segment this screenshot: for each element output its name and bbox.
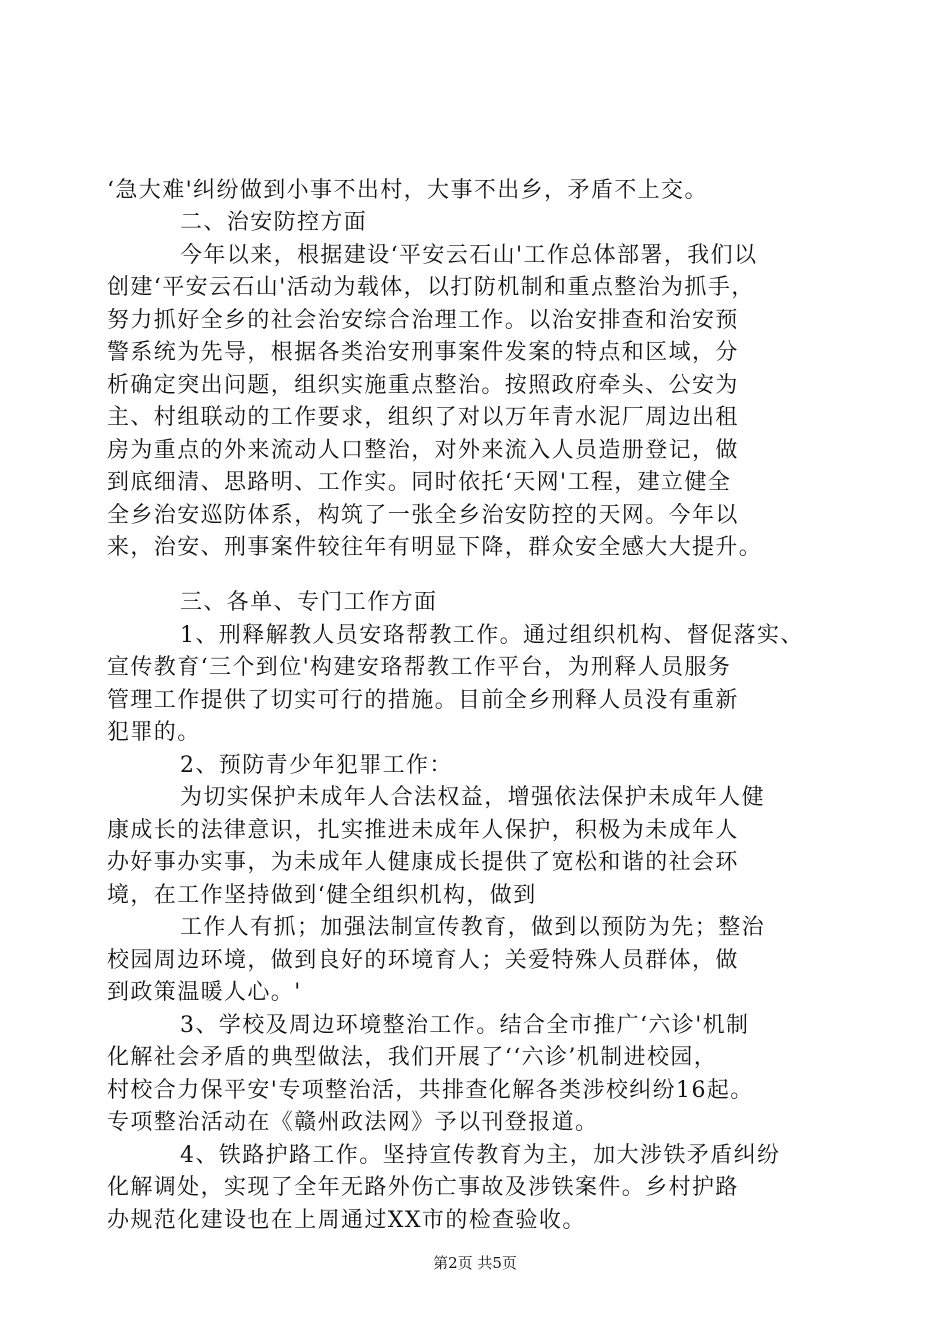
- paragraph-line-1: ‘急大难'纠纷做到小事不出村，大事不出乡，矛盾不上交。: [107, 178, 708, 203]
- paragraph-line-22: 境，在工作坚持做到‘健全组织机构，做到: [107, 883, 537, 908]
- paragraph-line-11: 全乡治安巡防体系，构筑了一张全乡治安防控的天网。今年以: [107, 503, 739, 528]
- paragraph-line-8: 主、村组联动的工作要求，组织了对以万年青水泥厂周边出租: [107, 405, 739, 430]
- paragraph-line-23: 工作人有抓；加强法制宣传教育，做到以预防为先；整治: [180, 915, 766, 940]
- paragraph-line-15: 宣传教育‘三个到位'构建安珞帮教工作平台，为刑释人员服务: [107, 655, 732, 680]
- paragraph-line-27: 化解社会矛盾的典型做法，我们开展了‘‘六诊’机制进校园，: [107, 1045, 718, 1070]
- subheading-youth-crime: 2、预防青少年犯罪工作：: [180, 753, 453, 778]
- paragraph-line-32: 办规范化建设也在上周通过XX市的检查验收。: [107, 1208, 586, 1233]
- paragraph-line-4: 创建‘平安云石山'活动为载体，以打防机制和重点整治为抓手，: [107, 275, 755, 300]
- paragraph-line-10: 到底细清、思路明、工作实。同时依托‘天网'工程，建立健全: [107, 470, 732, 495]
- paragraph-line-25: 到政策温暖人心。': [107, 980, 302, 1005]
- paragraph-line-12: 来，治安、刑事案件较往年有明显下降，群众安全感大大提升。: [107, 535, 763, 560]
- paragraph-line-29: 专项整治活动在《赣州政法网》予以刊登报道。: [107, 1110, 599, 1135]
- paragraph-line-3: 今年以来，根据建设‘平安云石山'工作总体部署，我们以: [180, 243, 758, 268]
- paragraph-line-5: 努力抓好全乡的社会治安综合治理工作。以治安排查和治安预: [107, 308, 739, 333]
- paragraph-line-24: 校园周边环境，做到良好的环境育人；关爱特殊人员群体，做: [107, 948, 739, 973]
- paragraph-line-14: 1、刑释解教人员安珞帮教工作。通过组织机构、督促落实、: [180, 623, 804, 648]
- paragraph-line-21: 办好事办实事，为未成年人健康成长提供了宽松和谐的社会环: [107, 850, 739, 875]
- paragraph-line-16: 管理工作提供了切实可行的措施。目前全乡刑释人员没有重新: [107, 688, 739, 713]
- paragraph-line-28: 村校合力保平安'专项整治活，共排查化解各类涉校纠纷16起。: [107, 1078, 754, 1103]
- page-footer: 第2页 共5页: [433, 1254, 517, 1272]
- paragraph-line-26: 3、学校及周边环境整治工作。结合全市推广‘六诊'机制: [180, 1013, 750, 1038]
- paragraph-line-31: 化解调处，实现了全年无路外伤亡事故及涉铁案件。乡村护路: [107, 1175, 739, 1200]
- section-heading-public-security: 二、治安防控方面: [180, 210, 368, 235]
- paragraph-line-7: 析确定突出问题，组织实施重点整治。按照政府牵头、公安为: [107, 373, 739, 398]
- section-heading-special-work: 三、各单、专门工作方面: [180, 590, 438, 615]
- paragraph-line-20: 康成长的法律意识，扎实推进未成年人保护，积极为未成年人: [107, 818, 739, 843]
- paragraph-line-6: 警系统为先导，根据各类治安刑事案件发案的特点和区域，分: [107, 340, 739, 365]
- paragraph-line-30: 4、铁路护路工作。坚持宣传教育为主，加大涉铁矛盾纠纷: [180, 1143, 781, 1168]
- paragraph-line-19: 为切实保护未成年人合法权益，增强依法保护未成年人健: [180, 785, 766, 810]
- paragraph-line-17: 犯罪的。: [107, 720, 201, 745]
- paragraph-line-9: 房为重点的外来流动人口整治，对外来流入人员造册登记，做: [107, 438, 739, 463]
